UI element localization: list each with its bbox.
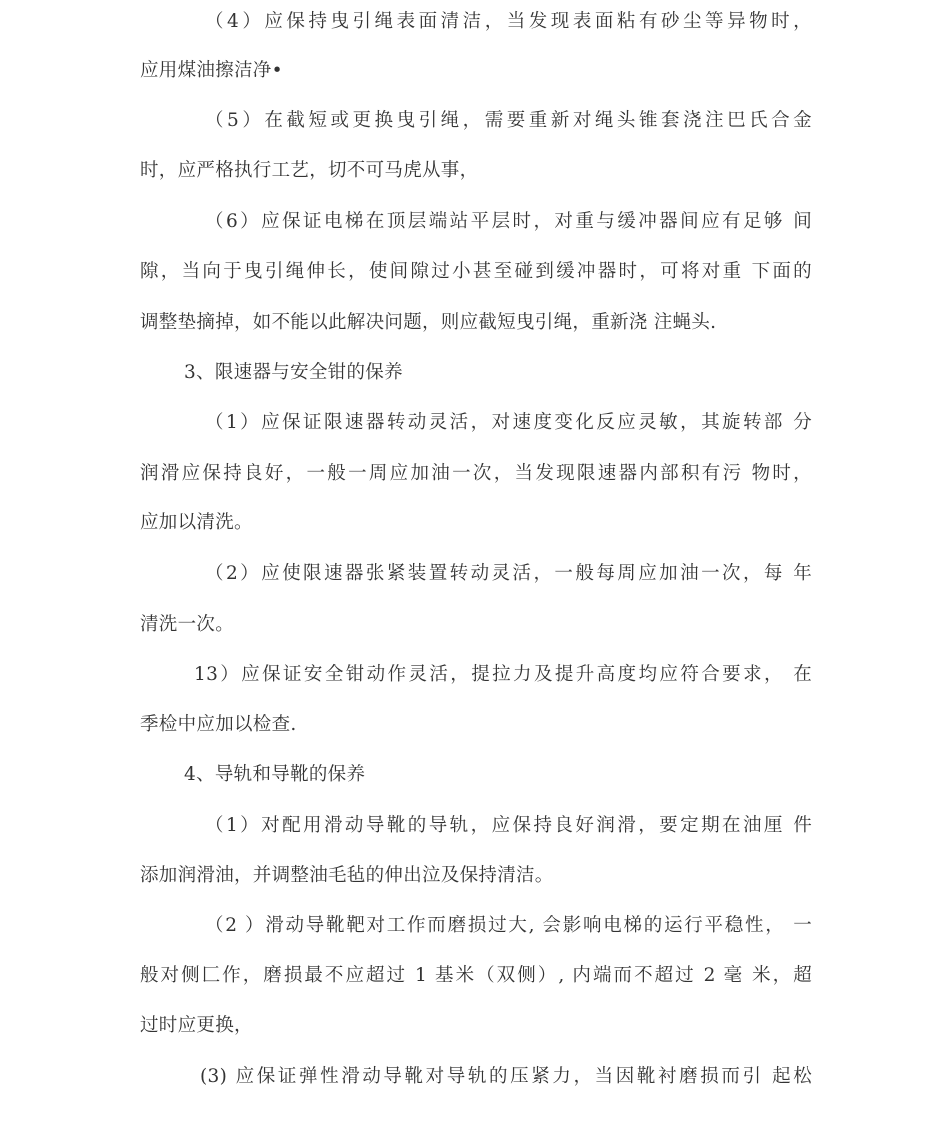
paragraph-line: 时，应严格执行工艺，切不可马虎从事，: [140, 160, 479, 181]
paragraph-line: （4）应保持曳引绳表面清洁，当发现表面粘有砂尘等异物时，: [205, 11, 812, 32]
paragraph-line: （5）在截短或更换曳引绳，需要重新对绳头锥套浇注巴氏合金: [205, 110, 812, 131]
section-heading: 4、导轨和导靴的保养: [184, 764, 366, 785]
paragraph-line: 13）应保证安全钳动作灵活，提拉力及提升高度均应符合要求， 在: [194, 664, 812, 685]
paragraph-line: 般对侧匚作，磨损最不应超过 1 基米（双侧）, 内端而不超过 2 毫 米，超: [140, 965, 812, 986]
paragraph-line: 应加以清洗。: [140, 512, 253, 533]
paragraph-line: （2）应使限速器张紧装置转动灵活，一般每周应加油一次，每 年: [205, 563, 812, 584]
paragraph-line: 过时应更换，: [140, 1015, 253, 1036]
paragraph-line: 清洗一次。: [140, 614, 235, 635]
paragraph-line: 季检中应加以检查.: [140, 714, 297, 735]
paragraph-line: （6）应保证电梯在顶层端站平层时，对重与缓冲器间应有足够 间: [205, 211, 812, 232]
paragraph-line: 调整垫摘掉，如不能以此解决问题，则应截短曳引绳，重新浇 注蝇头.: [140, 312, 717, 333]
paragraph-line: 隙，当向于曳引绳伸长，使间隙过小甚至碰到缓冲器时，可将对重 下面的: [140, 261, 812, 282]
paragraph-line: （1）对配用滑动导靴的导轨，应保持良好润滑，要定期在油厘 件: [205, 815, 812, 836]
paragraph-line: （1）应保证限速器转动灵活，对速度变化反应灵敏，其旋转部 分: [205, 412, 812, 433]
paragraph-line: (3) 应保证弹性滑动导靴对导轨的压紧力，当因靴衬磨损而引 起松: [200, 1066, 812, 1087]
paragraph-line: 润滑应保持良好，一般一周应加油一次，当发现限速器内部积有污 物时，: [140, 463, 812, 484]
paragraph-line: 添加润滑油，并调整油毛毡的伸出泣及保持清洁。: [140, 865, 554, 886]
section-heading: 3、限速器与安全钳的保养: [184, 362, 403, 383]
paragraph-line: （2 ）滑动导靴靶对工作而磨损过大, 会影响电梯的运行平稳性， 一: [205, 915, 812, 936]
paragraph-line: 应用煤油擦洁净•: [140, 60, 283, 81]
